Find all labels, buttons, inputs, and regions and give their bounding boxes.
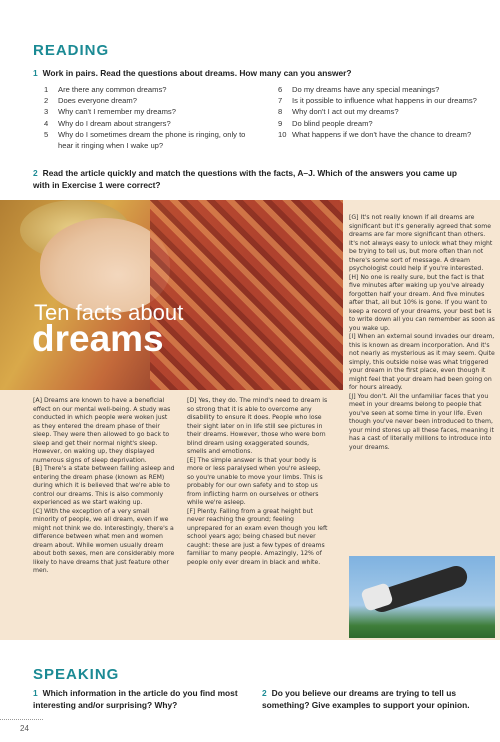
question-number: 9 bbox=[278, 118, 283, 128]
fact-paragraph: [E] The simple answer is that your body is more or less paralysed when you're asleep, so you're unable to move your limbs. This is probably for our own safety and to stop us from inflicting harm on ourselves or others while we're asleep. bbox=[187, 456, 323, 506]
question-number: 8 bbox=[278, 107, 283, 117]
question-text: Why can't I remember my dreams? bbox=[58, 107, 176, 117]
list-item bbox=[44, 106, 256, 117]
question-text: Do blind people dream? bbox=[292, 118, 373, 128]
task-number: 1 bbox=[33, 68, 38, 78]
blanket-pattern bbox=[150, 200, 343, 390]
question-number: 3 bbox=[44, 107, 49, 117]
speaking-heading: SPEAKING bbox=[33, 666, 120, 683]
task-number: 2 bbox=[262, 688, 267, 698]
question-number: 10 bbox=[278, 129, 287, 139]
reading-task-1 bbox=[33, 68, 473, 80]
question-text: Does everyone dream? bbox=[58, 96, 137, 106]
list-item bbox=[278, 129, 498, 140]
reading-task-2 bbox=[33, 168, 473, 191]
task-text: Do you believe our dreams are trying to tell us something? Give examples to support your opinion. bbox=[262, 688, 470, 710]
task-number: 1 bbox=[33, 688, 38, 698]
list-item bbox=[44, 129, 256, 151]
footer-divider bbox=[0, 719, 43, 720]
list-item bbox=[278, 95, 498, 106]
speaking-task-2 bbox=[262, 688, 492, 711]
question-number: 7 bbox=[278, 96, 283, 106]
question-text: Are there any common dreams? bbox=[58, 85, 167, 94]
fact-paragraph: [D] Yes, they do. The mind's need to dream is so strong that it is able to overcome any disability to ensure it does. People who lose their sight later on in life still see pictures in their dreams. However, those who were born blind dream using exaggerated sounds, smells and emotions. bbox=[187, 397, 328, 455]
fact-paragraph: [A] Dreams are known to have a beneficial effect on our mental well-being. A study was conducted in which people were woken just as they entered the dream phase of their sleep. They were then allowed to go back to sleep and get their normal night's sleep. However, on waking up, they displayed numerous signs of sleep deprivation. bbox=[33, 397, 171, 464]
question-list-left bbox=[44, 84, 256, 151]
page-number: 24 bbox=[20, 724, 29, 733]
fact-paragraph: [J] You don't. All the unfamiliar faces that you meet in your dreams belong to people that you've seen at some time in your life. Even though you've never been introduced to them, your mind stores up all these faces, meaning it has a cast of literally millions to introduce into your dreams. bbox=[349, 392, 494, 451]
task-number: 2 bbox=[33, 168, 38, 178]
fact-paragraph: [G] It's not really known if all dreams are significant but it's generally agreed that some dreams are far more significant than others. It's not always easy to unlock what they might be trying to tell us, but more often than not there's some sort of message. A dream psychologist could help if you're interested. bbox=[349, 214, 493, 272]
list-item bbox=[44, 84, 256, 95]
question-text: Do my dreams have any special meanings? bbox=[292, 85, 440, 94]
question-number: 6 bbox=[278, 85, 283, 94]
question-text: Why don't I act out my dreams? bbox=[292, 107, 399, 117]
list-item bbox=[278, 84, 498, 95]
fact-paragraph: [I] When an external sound invades our dream, this is known as dream incorporation. And it's not nearly as mysterious as it may seem. Quite simply, this outside noise was what triggered your dream in the first place, even though it might feel that your dream had been going on for hours already. bbox=[349, 333, 495, 391]
list-item bbox=[44, 95, 256, 106]
reading-heading: READING bbox=[33, 42, 110, 59]
article-column-2 bbox=[187, 397, 329, 567]
question-list-right bbox=[278, 84, 498, 140]
question-text: Why do I dream about strangers? bbox=[58, 118, 171, 128]
article-column-3 bbox=[349, 214, 495, 452]
fact-paragraph: [C] With the exception of a very small minority of people, we all dream, even if we might not think we do. Interestingly, there's a difference between what men and women dream about. While women usually dream about both sexes, men are considerably more likely to have dreams that just feature other men. bbox=[33, 507, 175, 574]
task-text: Read the article quickly and match the questions with the facts, A–J. Which of the answers you came up with in Exercise 1 were correct? bbox=[33, 168, 458, 190]
fact-paragraph: [H] No one is really sure, but the fact is that five minutes after waking up you've already forgotten half your dream. And five minutes after that, all but 10% is gone. If you want to keep a record of your dreams, your best bet is to write down all you can remember as soon as you wake up. bbox=[349, 273, 495, 332]
article-column-1 bbox=[33, 397, 175, 576]
fact-paragraph: [F] Plenty. Falling from a great height but never reaching the ground; feeling unprepared for an exam even though you left school years ago; being chased but never caught: these are just a few types of dreams familiar to many people. Amazingly, 12% of people only ever dream in black and white. bbox=[187, 507, 328, 566]
article-title-line-1: Ten facts about bbox=[34, 300, 184, 325]
task-text: Work in pairs. Read the questions about dreams. How many can you answer? bbox=[42, 68, 352, 78]
question-text: Is it possible to influence what happens in our dreams? bbox=[292, 96, 477, 106]
question-number: 5 bbox=[44, 129, 49, 139]
fact-paragraph: [B] There's a state between falling asleep and entering the dream phase (known as REM) during which it is believed that we're able to control our dreams. This is also commonly experienced as we start waking up. bbox=[33, 465, 175, 506]
speaking-task-1 bbox=[33, 688, 243, 711]
article-title-line-2: dreams bbox=[32, 318, 164, 359]
task-text: Which information in the article do you find most interesting and/or surprising? Why? bbox=[33, 688, 238, 710]
list-item bbox=[44, 118, 256, 129]
list-item bbox=[278, 106, 498, 117]
list-item bbox=[278, 118, 498, 129]
question-text: What happens if we don't have the chance to dream? bbox=[292, 129, 472, 139]
question-number: 4 bbox=[44, 118, 49, 128]
question-text: Why do I sometimes dream the phone is ringing, only to hear it ringing when I wake up? bbox=[58, 129, 246, 151]
sleeping-girl-photo bbox=[0, 200, 343, 390]
question-number: 2 bbox=[44, 96, 49, 106]
falling-man-photo bbox=[349, 556, 495, 638]
question-number: 1 bbox=[44, 85, 49, 94]
